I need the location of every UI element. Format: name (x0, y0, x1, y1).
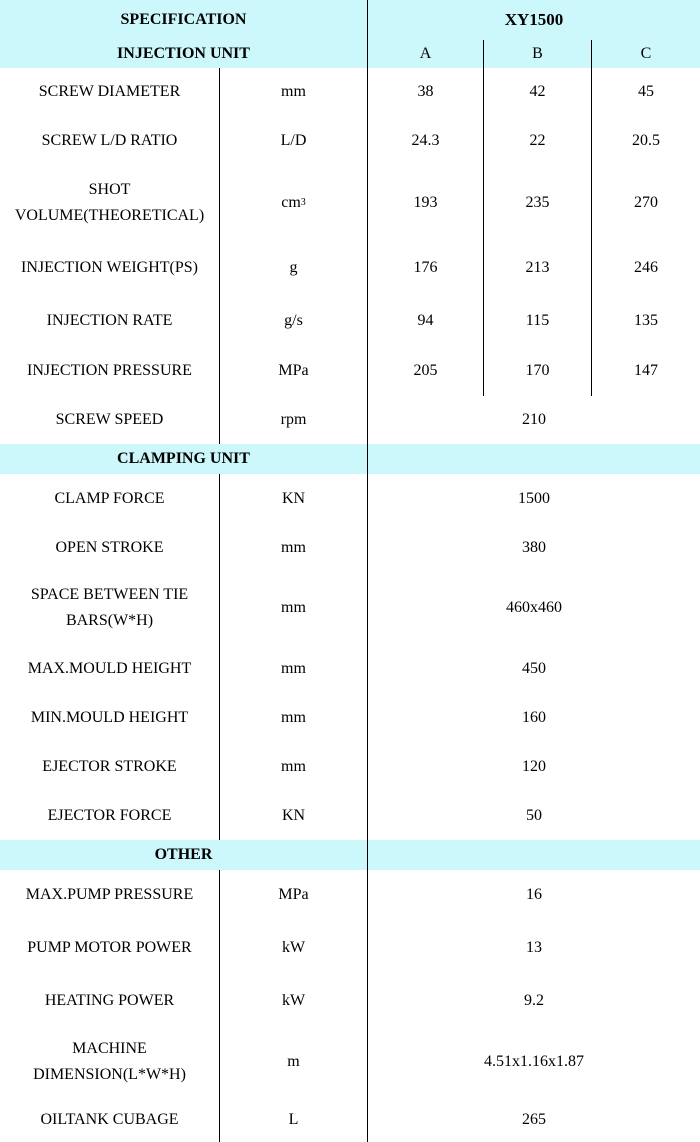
table-row (0, 68, 700, 116)
param-unit: g/s (219, 296, 367, 346)
table-row (0, 346, 700, 396)
other-section-header (0, 840, 700, 870)
value: 16 (367, 870, 700, 920)
param-unit: MPa (219, 346, 367, 396)
param-name: SCREW SPEED (55, 411, 164, 428)
param-unit: MPa (219, 870, 367, 920)
value: 13 (367, 920, 700, 976)
injection-section-header (0, 40, 700, 68)
value-b: 115 (483, 296, 591, 346)
param-name: SCREW DIAMETER (38, 83, 181, 100)
value-b: 22 (483, 116, 591, 166)
value-a: 193 (367, 166, 483, 240)
param-name-line2: BARS(W*H) (65, 612, 154, 629)
param-name-line1: MACHINE (72, 1040, 147, 1057)
param-name (0, 572, 219, 644)
table-row (0, 870, 700, 920)
model-name: XY1500 (367, 0, 700, 40)
param-name (0, 1026, 219, 1098)
table-row (0, 524, 700, 572)
param-name: HEATING POWER (44, 992, 175, 1009)
value-b: 213 (483, 240, 591, 296)
value-b: 235 (483, 166, 591, 240)
param-name: EJECTOR FORCE (47, 807, 172, 824)
value: 380 (367, 524, 700, 572)
value: 460x460 (367, 572, 700, 644)
table-row (0, 792, 700, 840)
value: 210 (367, 396, 700, 444)
value: 50 (367, 792, 700, 840)
table-row (0, 1026, 700, 1098)
param-name: MIN.MOULD HEIGHT (30, 709, 189, 726)
param-name: PUMP MOTOR POWER (27, 939, 192, 956)
value-c: 246 (591, 240, 700, 296)
value-a: 94 (367, 296, 483, 346)
table-row (0, 742, 700, 792)
value: 160 (367, 694, 700, 742)
table-row (0, 296, 700, 346)
table-row (0, 396, 700, 444)
param-unit: g (219, 240, 367, 296)
table-row (0, 116, 700, 166)
section-header-spacer (367, 840, 700, 870)
param-unit: kW (219, 920, 367, 976)
param-unit: rpm (219, 396, 367, 444)
param-name-line2: DIMENSION(L*W*H) (33, 1066, 186, 1083)
param-unit: cm 3 (219, 166, 367, 240)
value-c: 20.5 (591, 116, 700, 166)
param-name: INJECTION WEIGHT(PS) (20, 259, 198, 276)
param-name: OPEN STROKE (55, 539, 164, 556)
spec-label: SPECIFICATION (120, 11, 247, 28)
param-unit: mm (219, 68, 367, 116)
section-header-spacer (367, 444, 700, 474)
param-unit: mm (219, 644, 367, 694)
param-name: EJECTOR STROKE (42, 758, 177, 775)
value-a: 24.3 (367, 116, 483, 166)
table-row (0, 1098, 700, 1142)
value: 4.51x1.16x1.87 (367, 1026, 700, 1098)
col-header-c: C (591, 40, 700, 68)
value: 1500 (367, 474, 700, 524)
param-name-line1: SHOT (88, 181, 131, 198)
param-unit: L (219, 1098, 367, 1142)
value-b: 42 (483, 68, 591, 116)
param-name: INJECTION RATE (46, 312, 173, 329)
param-unit: kW (219, 976, 367, 1026)
value-a: 205 (367, 346, 483, 396)
value-c: 45 (591, 68, 700, 116)
param-unit: L/D (219, 116, 367, 166)
table-row (0, 976, 700, 1026)
param-unit: m (219, 1026, 367, 1098)
param-name: CLAMP FORCE (54, 490, 165, 507)
param-name: OILTANK CUBAGE (40, 1111, 179, 1128)
value-a: 38 (367, 68, 483, 116)
value: 120 (367, 742, 700, 792)
param-unit: KN (219, 792, 367, 840)
table-row (0, 474, 700, 524)
clamping-section-header (0, 444, 700, 474)
section-title: INJECTION UNIT (117, 45, 250, 62)
section-title: CLAMPING UNIT (117, 450, 250, 467)
section-title: OTHER (154, 846, 213, 863)
table-row (0, 644, 700, 694)
param-name-line2: VOLUME(THEORETICAL) (14, 207, 205, 224)
param-name (0, 166, 219, 240)
param-unit: mm (219, 524, 367, 572)
unit-base: cm (281, 194, 301, 211)
value: 450 (367, 644, 700, 694)
param-unit: mm (219, 694, 367, 742)
value-c: 135 (591, 296, 700, 346)
param-unit: mm (219, 742, 367, 792)
col-header-b: B (483, 40, 591, 68)
table-row (0, 572, 700, 644)
param-name: MAX.MOULD HEIGHT (27, 660, 192, 677)
value-b: 170 (483, 346, 591, 396)
param-name: SCREW L/D RATIO (41, 132, 178, 149)
table-row (0, 694, 700, 742)
value-a: 176 (367, 240, 483, 296)
param-unit: KN (219, 474, 367, 524)
table-row (0, 240, 700, 296)
param-name: INJECTION PRESSURE (27, 362, 192, 379)
value-c: 270 (591, 166, 700, 240)
value: 265 (367, 1098, 700, 1142)
param-name: MAX.PUMP PRESSURE (25, 886, 194, 903)
col-header-a: A (367, 40, 483, 68)
param-name-line1: SPACE BETWEEN TIE (30, 586, 189, 603)
table-row (0, 920, 700, 976)
header-row (0, 0, 700, 40)
value-c: 147 (591, 346, 700, 396)
value: 9.2 (367, 976, 700, 1026)
param-unit: mm (219, 572, 367, 644)
table-row (0, 166, 700, 240)
